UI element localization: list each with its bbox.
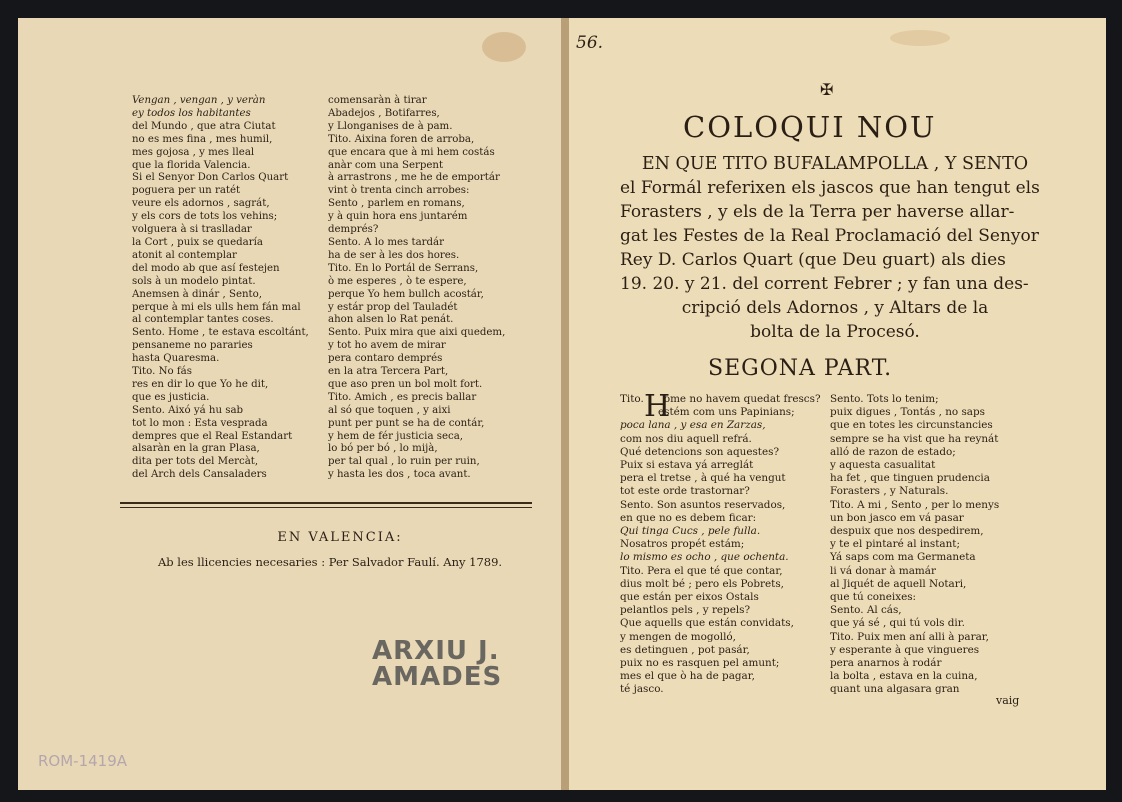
book-gutter <box>561 18 569 790</box>
text-line: Tito. ome no havem quedat frescs? <box>620 393 821 405</box>
text-line: y els cors de tots los vehins; <box>132 211 278 223</box>
text-line: tot lo mon : Esta vesprada <box>132 417 268 429</box>
foxing-stain <box>890 30 950 46</box>
text-line: y hem de fér justicia seca, <box>328 430 464 442</box>
text-line: del Arch dels Cansaladers <box>132 469 267 481</box>
imprint-heading: EN VALENCIA: <box>277 530 403 545</box>
text-line: que encara que à mi hem costás <box>328 146 495 158</box>
subtitle-line: Forasters , y els de la Terra per haverse allar- <box>620 202 1015 222</box>
text-line: al contemplar tantes coses. <box>132 314 274 326</box>
text-line: y esperante à que vingueres <box>830 643 980 656</box>
text-line: sempre se ha vist que ha reynát <box>830 432 999 445</box>
text-line: y Llonganises de à pam. <box>328 120 453 132</box>
text-line: y aquesta casualitat <box>830 459 936 472</box>
text-line: Que aquells que están convidats, <box>620 617 794 630</box>
text-line: anàr com una Serpent <box>328 159 444 171</box>
text-line: volguera à si traslladar <box>132 224 252 236</box>
text-line: pera anarnos à rodár <box>830 657 942 670</box>
archive-stamp <box>372 638 502 690</box>
text-line: Sento , parlem en romans, <box>328 198 465 210</box>
text-line: ha de ser à les dos hores. <box>328 249 460 261</box>
text-line: mes gojosa , y mes lleal <box>132 146 255 158</box>
text-line: lo bó per bó , lo mijà, <box>328 443 438 455</box>
text-line: y estár prop del Tauladét <box>328 301 458 313</box>
text-line: punt per punt se ha de contár, <box>328 417 485 429</box>
text-line: té jasco. <box>620 683 664 696</box>
subtitle-line: el Formál referixen els jascos que han tengut els <box>620 178 1040 198</box>
text-line: Sento. Al cás, <box>830 604 902 617</box>
text-line: dita per tots del Mercàt, <box>132 456 259 468</box>
text-line: hasta Quaresma. <box>132 353 220 365</box>
text-line: es detinguen , pot pasár, <box>620 643 750 656</box>
text-line: del Mundo , que atra Ciutat <box>132 120 276 132</box>
section-title: SEGONA PART. <box>708 356 893 381</box>
text-line: veure els adornos , sagrát, <box>132 198 270 210</box>
text-line: que es justicia. <box>132 391 210 403</box>
text-line: Sento. Aixó yá hu sab <box>132 404 244 416</box>
text-line: atonit al contemplar <box>132 249 237 261</box>
text-line: Tito. Pera el que té que contar, <box>620 564 783 577</box>
text-line: y hasta les dos , toca avant. <box>328 469 471 481</box>
text-line: al só que toquen , y aixi <box>328 404 451 416</box>
text-line: demprés? <box>328 224 379 236</box>
text-line: perque Yo hem bullch acostár, <box>328 288 484 300</box>
text-line: Qui tinga Cucs , pele fulla. <box>620 525 761 538</box>
text-line: que tú coneixes: <box>830 591 917 604</box>
text-line: mes el que ò ha de pagar, <box>620 670 755 683</box>
right-column-1 <box>620 389 821 697</box>
text-line: li vá donar à mamár <box>830 564 936 577</box>
text-line: que en totes les circunstancies <box>830 419 993 432</box>
document-title: COLOQUI NOU <box>683 110 937 144</box>
text-line: Nosatros propét estám; <box>620 538 745 551</box>
text-line: dempres que el Real Estandart <box>132 430 293 442</box>
stamp-line-1: ARXIU J. <box>372 636 500 666</box>
text-line: y te el pintaré al instant; <box>830 538 960 551</box>
text-line: Sento. Son asuntos reservados, <box>620 498 786 511</box>
text-line: perque à mi els ulls hem fán mal <box>132 301 301 313</box>
subtitle-line: bolta de la Procesó. <box>750 322 920 342</box>
text-line: Puix si estava yá arreglát <box>620 459 754 472</box>
text-line: ha fet , que tinguen prudencia <box>830 472 990 485</box>
text-line: sols à un modelo pintat. <box>132 275 256 287</box>
text-line: poca lana , y esa en Zarzas, <box>620 419 766 432</box>
text-line: un bon jasco em vá pasar <box>830 511 964 524</box>
text-line: y tot ho avem de mirar <box>328 340 446 352</box>
text-line: en la atra Tercera Part, <box>328 366 449 378</box>
text-line: que yá sé , qui tú vols dir. <box>830 617 965 630</box>
text-line: com nos diu aquell refrá. <box>620 432 752 445</box>
text-line: ey todos los habitantes <box>132 107 251 119</box>
text-line: comensaràn à tirar <box>328 95 427 106</box>
text-line: Sento. Puix mira que aixi quedem, <box>328 327 506 339</box>
text-line: pera el tretse , à qué ha vengut <box>620 472 786 485</box>
text-line: tot este orde trastornar? <box>620 485 750 498</box>
text-line: Sento. A lo mes tardár <box>328 236 444 248</box>
text-line: per tal qual , lo ruin per ruin, <box>328 456 480 468</box>
subtitle-line: cripció dels Adornos , y Altars de la <box>681 298 989 318</box>
imprint-rule-thin <box>120 507 532 508</box>
text-line: del modo ab que así festejen <box>132 262 280 274</box>
text-line: quant una algasara gran <box>830 683 960 696</box>
text-line: no es mes fina , mes humil, <box>132 133 273 145</box>
drop-cap: H <box>644 389 671 424</box>
text-line: la bolta , estava en la cuina, <box>830 670 978 683</box>
text-line: à arrastrons , me he de emportár <box>328 172 500 184</box>
text-line: Tito. Aixina foren de arroba, <box>328 133 475 145</box>
text-line: Qué detencions son aquestes? <box>620 445 780 458</box>
text-line: Tito. En lo Portál de Serrans, <box>328 262 479 274</box>
text-line: Sento. Tots lo tenim; <box>830 393 939 405</box>
text-line: estém com uns Papinians; <box>658 406 795 419</box>
text-line: dius molt bé ; pero els Pobrets, <box>620 577 784 590</box>
text-line: Anemsen à dinár , Sento, <box>132 288 263 300</box>
subtitle-line: Rey D. Carlos Quart (que Deu guart) als dies <box>620 250 1006 270</box>
catchword: vaig <box>996 694 1020 707</box>
text-line: que están per eixos Ostals <box>620 591 759 604</box>
text-line: Sento. Home , te estava escoltánt, <box>132 327 309 339</box>
text-line: Tito. Puix men aní alli à parar, <box>830 630 989 643</box>
text-line: ò me esperes , ò te espere, <box>328 275 467 287</box>
text-line: Abadejos , Botifarres, <box>328 107 440 119</box>
imprint-line: Ab les llicencies necesaries : Per Salvador Faulí. Any 1789. <box>157 555 503 569</box>
page-number: 56. <box>576 33 604 53</box>
text-line: al Jiquét de aquell Notari, <box>830 577 967 590</box>
text-line: puix no es rasquen pel amunt; <box>620 657 780 670</box>
text-line: Forasters , y Naturals. <box>830 485 949 498</box>
text-line: que aso pren un bol molt fort. <box>328 378 483 390</box>
text-line: Vengan , vengan , y veràn <box>132 95 266 106</box>
text-line: despuix que nos despedirem, <box>830 525 984 538</box>
foxing-stain <box>482 32 526 62</box>
text-line: puix digues , Tontás , no saps <box>830 406 985 419</box>
right-column-2 <box>830 393 999 697</box>
subtitle-line: gat les Festes de la Real Proclamació del Senyor <box>620 226 1039 246</box>
text-line: Yá saps com ma Germaneta <box>830 551 976 564</box>
text-line: res en dir lo que Yo he dit, <box>132 378 269 390</box>
text-line: vint ò trenta cinch arrobes: <box>328 185 470 197</box>
stamp-line-2: AMADES <box>372 662 503 692</box>
text-line: alló de razon de estado; <box>830 445 956 458</box>
text-line: Si el Senyor Don Carlos Quart <box>132 172 289 184</box>
text-line: pera contaro demprés <box>328 353 443 365</box>
text-line: pensaneme no pararies <box>132 340 253 352</box>
text-line: la Cort , puix se quedaría <box>132 236 263 248</box>
cross-ornament-icon: ✠ <box>820 80 834 99</box>
left-column-2 <box>328 95 505 482</box>
text-line: y à quin hora ens juntarém <box>328 211 468 223</box>
subtitle-line: EN QUE TITO BUFALAMPOLLA , Y SENTO <box>641 154 1029 174</box>
left-column-1 <box>132 95 309 482</box>
text-line: alsaràn en la gran Plasa, <box>132 443 260 455</box>
text-line: Tito. Amich , es precis ballar <box>328 391 477 403</box>
text-line: en que no es debem ficar: <box>620 511 757 524</box>
text-line: poguera per un ratét <box>132 185 241 197</box>
text-line: pelantlos pels , y repels? <box>620 604 751 617</box>
subtitle-line: 19. 20. y 21. del corrent Febrer ; y fan una des- <box>620 274 1029 294</box>
text-line: y mengen de mogolló, <box>620 630 736 643</box>
imprint-rule <box>120 502 532 504</box>
text-line: Tito. No fás <box>132 366 192 378</box>
text-line: lo mismo es ocho , que ochenta. <box>620 551 789 564</box>
text-line-continuation: ome no havem quedat frescs? <box>663 393 821 405</box>
text-line: Tito. A mi , Sento , per lo menys <box>830 498 1000 511</box>
text-line: que la florida Valencia. <box>132 159 251 171</box>
catalog-number: ROM-1419A <box>38 752 128 770</box>
text-line: ahon alsen lo Rat penát. <box>328 314 454 326</box>
